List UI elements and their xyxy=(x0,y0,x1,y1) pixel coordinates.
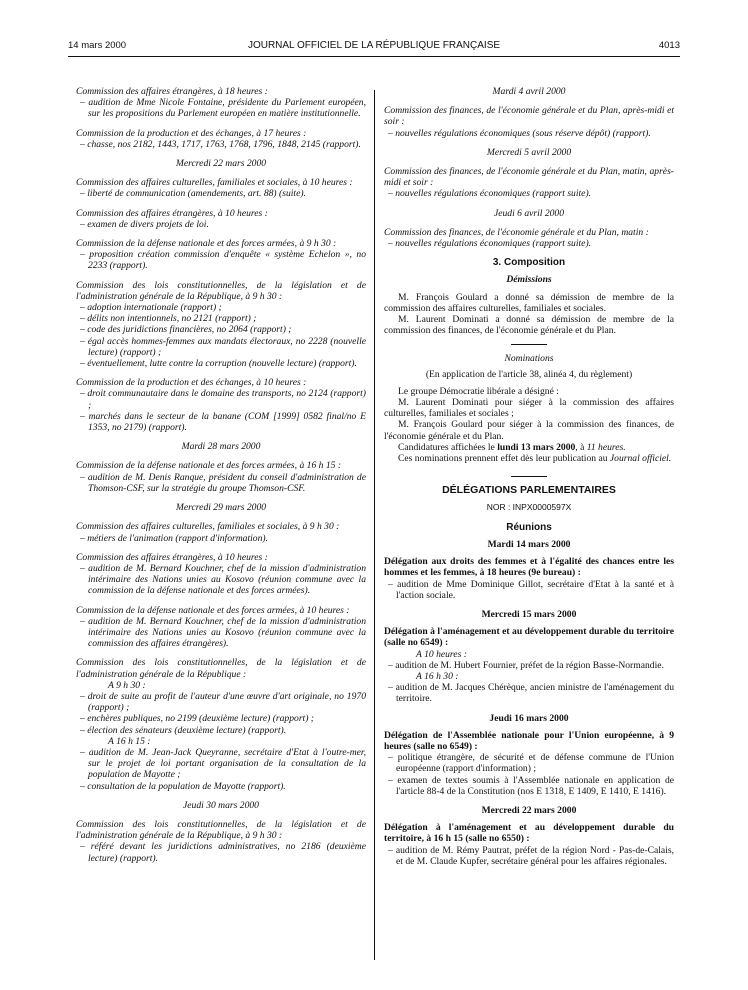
agenda-block xyxy=(76,86,366,120)
block-heading: Délégation à l'aménagement et au développement durable du territoire (salle no 6549) : xyxy=(384,626,674,649)
paragraph: M. François Goulard a donné sa démission de membre de la commission des affaires culturelles, familiales et sociales. xyxy=(384,291,674,314)
agenda-block xyxy=(76,128,366,150)
agenda-block xyxy=(76,552,366,597)
agenda-item: – enchères publiques, no 2199 (deuxième lecture) (rapport) ; xyxy=(80,713,315,725)
block-heading: Délégation aux droits des femmes et à l'égalité des chances entre les hommes et les femmes, à 18 heures (9e bureau) : xyxy=(384,556,674,579)
block-heading: Commission des affaires étrangères, à 10 heures : xyxy=(76,551,268,563)
agenda-item: – métiers de l'animation (rapport d'information). xyxy=(80,532,268,544)
section-heading-composition: 3. Composition xyxy=(492,257,566,269)
agenda-item: – audition de M. Jean-Jack Queyranne, secrétaire d'Etat à l'outre-mer, sur le projet de loi portant organisation de la consultation de la population de Mayotte ; xyxy=(80,746,366,781)
time-label: A 16 h 15 : xyxy=(108,735,151,747)
rule-reference: (En application de l'article 38, alinéa 4, du règlement) xyxy=(425,368,633,380)
page-header xyxy=(68,40,680,54)
agenda-block xyxy=(76,280,366,370)
agenda-block xyxy=(384,822,674,867)
agenda-item: – audition de M. Bernard Kouchner, chef de la mission d'administration intérimaire des Nations unies au Kosovo (réunion commune avec la commission des affaires étrangères). xyxy=(80,615,366,650)
agenda-block xyxy=(76,208,366,230)
page-number: 4013 xyxy=(658,40,680,51)
nor-reference: NOR : INPX0000597X xyxy=(486,502,572,513)
agenda-block xyxy=(76,819,366,864)
date-heading: Mercredi 22 mars 2000 xyxy=(481,804,577,816)
agenda-item: – code des juridictions financières, no 2064 (rapport) ; xyxy=(80,324,292,336)
block-heading: Commission des affaires culturelles, familiales et sociales, à 9 h 30 : xyxy=(76,521,340,533)
block-heading: Délégation de l'Assemblée nationale pour l'Union européenne, à 9 heures (salle no 6549) : xyxy=(384,729,674,752)
journal-title: JOURNAL OFFICIEL DE LA RÉPUBLIQUE FRANÇAISE xyxy=(247,40,501,51)
agenda-block xyxy=(384,626,674,704)
agenda-block xyxy=(384,227,674,249)
date-heading: Mercredi 15 mars 2000 xyxy=(481,608,577,620)
agenda-item: – audition de M. Rémy Pautrat, préfet de la région Nord - Pas-de-Calais, et de M. Claude Kupfer, secrétaire général pour les affaires régionales. xyxy=(388,844,674,867)
paragraph: M. Laurent Dominati pour siéger à la commission des affaires culturelles, familiales et sociales ; xyxy=(384,397,674,420)
agenda-item: – droit communautaire dans le domaine des transports, no 2124 (rapport) ; xyxy=(80,388,366,411)
agenda-item: – examen de divers projets de loi. xyxy=(80,218,209,230)
agenda-item: – élection des sénateurs (deuxième lecture) (rapport). xyxy=(80,724,287,736)
paragraph xyxy=(384,442,674,453)
separator xyxy=(511,344,547,345)
date-heading: Mercredi 5 avril 2000 xyxy=(486,146,572,158)
date-heading: Mercredi 29 mars 2000 xyxy=(175,502,267,514)
block-heading: Délégation à l'aménagement et au développement durable du territoire, à 16 h 15 (salle no 6550) : xyxy=(384,822,674,845)
agenda-item: – consultation de la population de Mayotte (rapport). xyxy=(80,780,286,792)
agenda-block xyxy=(384,730,674,797)
block-heading: Commission des finances, de l'économie générale et du Plan, après-midi et soir : xyxy=(384,105,674,128)
block-heading: Commission de la défense nationale et des forces armées, à 10 heures : xyxy=(76,604,350,616)
agenda-item: – délits non intentionnels, no 2121 (rapport) ; xyxy=(80,313,257,325)
time-label: A 10 heures : xyxy=(416,648,467,660)
agenda-item: – proposition création commission d'enquête « système Echelon », no 2233 (rapport). xyxy=(80,249,366,272)
agenda-block xyxy=(76,177,366,199)
date-heading: Jeudi 6 avril 2000 xyxy=(493,207,565,219)
date-heading: Mardi 4 avril 2000 xyxy=(492,86,566,97)
agenda-item: – adoption internationale (rapport) ; xyxy=(80,302,222,314)
text-run: , à xyxy=(575,441,587,453)
agenda-block xyxy=(76,377,366,433)
agenda-item: – audition de M. Bernard Kouchner, chef de la mission d'administration intérimaire des Nations unies au Kosovo (réunion commune avec la commission de la défense nationale et des forces armées). xyxy=(80,562,366,597)
block-heading: Commission des finances, de l'économie générale et du Plan, matin : xyxy=(384,226,649,238)
text-run-italic: Journal officiel. xyxy=(609,453,672,465)
block-heading: Commission de la production et des échanges, à 10 heures : xyxy=(76,377,307,389)
block-heading: Commission de la production et des échanges, à 17 heures : xyxy=(76,127,307,139)
agenda-block xyxy=(76,460,366,494)
block-heading: Commission des lois constitutionnelles, de la législation et de l'administration générale de la République : xyxy=(76,657,366,680)
paragraph: M. François Goulard pour siéger à la commission des finances, de l'économie générale et du Plan. xyxy=(384,419,674,442)
agenda-item: – égal accès hommes-femmes aux mandats électoraux, no 2228 (nouvelle lecture) (rapport) ; xyxy=(80,335,366,358)
agenda-item: – nouvelles régulations économiques (rapport suite). xyxy=(388,188,592,200)
paragraph xyxy=(384,453,674,464)
agenda-item: – audition de Mme Nicole Fontaine, présidente du Parlement européen, sur les propositions du Parlement européen en matière institutionnelle. xyxy=(80,97,366,120)
agenda-item: – nouvelles régulations économiques (sous réserve dépôt) (rapport). xyxy=(388,127,651,139)
block-heading: Commission des finances, de l'économie générale et du Plan, matin, après-midi et soir : xyxy=(384,166,674,189)
agenda-item: – audition de M. Denis Ranque, président du conseil d'administration de Thomson-CSF, sur la stratégie du groupe Thomson-CSF. xyxy=(80,471,366,494)
agenda-block xyxy=(384,166,674,200)
paragraph: Le groupe Démocratie libérale a désigné : xyxy=(398,385,559,397)
date-heading: Mercredi 22 mars 2000 xyxy=(175,158,267,170)
date-heading: Jeudi 30 mars 2000 xyxy=(183,799,259,811)
block-heading: Commission des lois constitutionnelles, de la législation et de l'administration générale de la République, à 9 h 30 : xyxy=(76,818,366,842)
subheading-nominations: Nominations xyxy=(504,353,554,365)
agenda-item: – audition de Mme Dominique Gillot, secrétaire d'Etat à la santé et à l'action sociale. xyxy=(388,578,674,601)
agenda-item: – éventuellement, lutte contre la corruption (nouvelle lecture) (rapport). xyxy=(80,358,357,370)
right-column xyxy=(384,86,674,875)
agenda-block xyxy=(384,105,674,139)
agenda-item: – référé devant les juridictions administratives, no 2186 (deuxième lecture) (rapport). xyxy=(80,841,366,864)
block-heading: Commission de la défense nationale et des forces armées, à 16 h 15 : xyxy=(76,460,342,472)
text-run: Ces nominations prennent effet dès leur publication au xyxy=(398,453,610,465)
agenda-block xyxy=(76,657,366,791)
block-heading: Commission de la défense nationale et des forces armées, à 9 h 30 : xyxy=(76,238,337,250)
agenda-item: – droit de suite au profit de l'auteur d'une œuvre d'art originale, no 1970 (rapport) ; xyxy=(80,690,366,714)
text-run-bold: lundi 13 mars 2000 xyxy=(497,441,576,453)
agenda-block xyxy=(76,238,366,272)
agenda-item: – nouvelles régulations économiques (rapport suite). xyxy=(388,238,592,250)
block-heading: Commission des affaires étrangères, à 10 heures : xyxy=(76,207,268,219)
agenda-item: – examen de textes soumis à l'Assemblée nationale en application de l'article 88-4 de la Constitution (nos E 1318, E 1409, E 1410, E 1416). xyxy=(388,774,674,797)
text-run: Candidatures affichées le xyxy=(398,441,498,453)
date-heading: Jeudi 16 mars 2000 xyxy=(489,712,569,724)
header-date: 14 mars 2000 xyxy=(68,40,127,51)
agenda-item: – chasse, nos 2182, 1443, 1717, 1763, 1768, 1796, 1848, 2145 (rapport). xyxy=(80,138,361,150)
paragraph: M. Laurent Dominati a donné sa démission de membre de la commission des finances, de l'économie générale et du Plan. xyxy=(384,314,674,337)
block-heading: Commission des affaires étrangères, à 18 heures : xyxy=(76,86,268,97)
block-heading: Commission des lois constitutionnelles, de la législation et de l'administration générale de la République, à 9 h 30 : xyxy=(76,279,366,302)
header-rule xyxy=(68,56,680,57)
date-heading: Mardi 14 mars 2000 xyxy=(487,538,571,550)
agenda-item: – liberté de communication (amendements, art. 88) (suite). xyxy=(80,188,306,200)
agenda-block xyxy=(76,521,366,543)
agenda-block xyxy=(384,556,674,601)
time-label: A 16 h 30 : xyxy=(416,670,459,682)
agenda-item: – audition de M. Jacques Chérèque, ancien ministre de l'aménagement du territoire. xyxy=(388,682,674,705)
section-heading-reunions: Réunions xyxy=(506,521,552,533)
section-heading-delegations: DÉLÉGATIONS PARLEMENTAIRES xyxy=(442,484,616,497)
date-heading: Mardi 28 mars 2000 xyxy=(181,441,261,453)
separator xyxy=(511,476,547,477)
agenda-item: – politique étrangère, de sécurité et de défense commune de l'Union européenne (rapport d'information) ; xyxy=(388,752,674,775)
subheading-demissions: Démissions xyxy=(506,274,552,286)
text-run-italic: 11 heures. xyxy=(586,441,626,453)
agenda-item: – audition de M. Hubert Fournier, préfet de la région Basse-Normandie. xyxy=(388,659,664,671)
block-heading: Commission des affaires culturelles, familiales et sociales, à 10 heures : xyxy=(76,177,353,189)
time-label: A 9 h 30 : xyxy=(108,679,146,691)
agenda-block xyxy=(76,605,366,650)
left-column xyxy=(76,86,366,872)
agenda-item: – marchés dans le secteur de la banane (COM [1999] 0582 final/no E 1353, no 2179) (rapport). xyxy=(80,410,366,434)
column-divider xyxy=(374,90,375,960)
